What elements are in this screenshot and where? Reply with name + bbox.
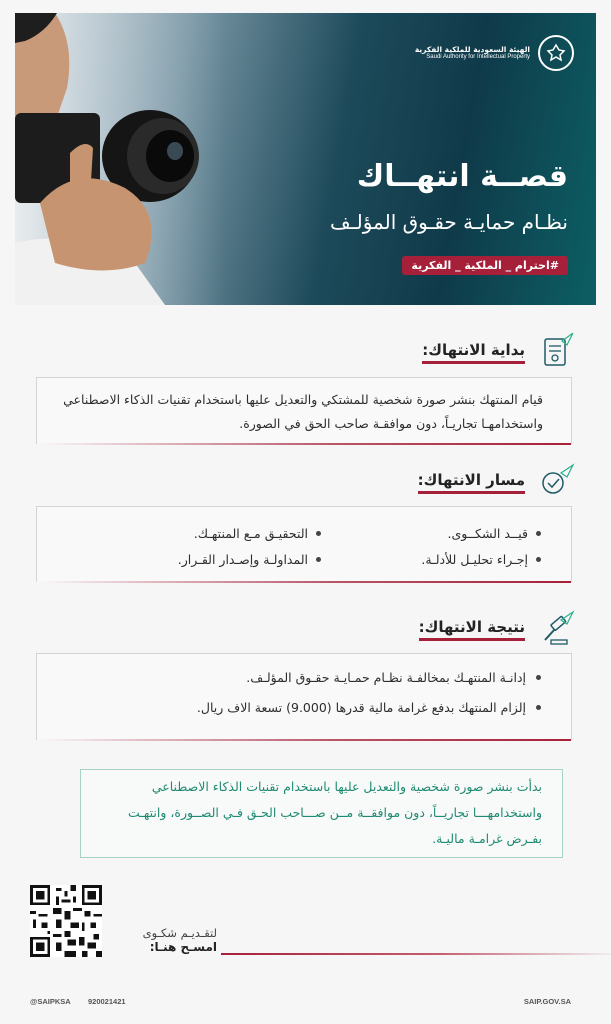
path-item-1: قيــد الشكــوى. [447, 526, 528, 541]
saip-logo [415, 35, 574, 71]
page-title: قصــة انتهــاك [356, 159, 568, 194]
document-stamp-icon [537, 333, 575, 371]
list-item [194, 526, 321, 541]
bullet-icon [316, 531, 321, 536]
section-start-heading [422, 333, 575, 371]
list-item [421, 552, 541, 567]
logo-english-text: Saudi Authority for Intellectual Property [426, 53, 530, 60]
path-item-4: المداولـة وإصـدار القـرار. [177, 552, 308, 567]
hero-banner [15, 13, 596, 305]
section-start-title: بداية الانتهاك: [422, 341, 525, 364]
section-result-box [36, 653, 572, 740]
scan-line-1: لتقـديـم شكـوى [142, 926, 217, 940]
scan-to-complain [117, 926, 217, 954]
hashtag-badge: #احترام _ الملكية _ الفكرية [402, 256, 568, 275]
result-item-1: إدانـة المنتهـك بمخالفـة نظـام حمـايـة حقـوق المؤلـف. [246, 670, 526, 685]
qr-code[interactable] [30, 885, 102, 957]
list-item [178, 552, 321, 567]
result-item-2: إلزام المنتهك بدفع غرامة مالية قدرها (9.000) تسعة الاف ريال. [196, 700, 526, 715]
summary-box [80, 769, 563, 858]
phone-number[interactable]: 920021421 [88, 997, 126, 1006]
gavel-icon [537, 610, 575, 648]
section-start-box [36, 377, 572, 444]
list-item [57, 670, 541, 685]
scan-line-2: امسـح هنـا: [149, 940, 217, 954]
path-item-3: إجـراء تحليـل للأدلـة. [421, 552, 528, 567]
photographer-image [15, 13, 225, 305]
list-item [448, 526, 541, 541]
section-path-heading [418, 463, 575, 501]
path-item-2: التحقيـق مـع المنتهـك. [193, 526, 308, 541]
section-start-text: قيام المنتهك بنشر صورة شخصية للمشتكي والتعديل عليها باستخدام تقنيات الذكاء الاصطناعي واستخدامهـا تجاريـاً، دون موافقـة صاحب الحق في الصورة. [63, 392, 543, 431]
divider [221, 953, 611, 955]
section-result-heading [419, 610, 575, 648]
bullet-icon [536, 675, 541, 680]
summary-text: بدأت بنشر صورة شخصية والتعديل عليها باستخدام تقنيات الذكاء الاصطناعي واستخدامهـــا تجاريــاً، دون موافقــة مــن صـــاحب الحـق فـي الصــورة، وانتهـت بفـرض غرامـة ماليـة. [127, 779, 542, 846]
section-path-title: مسار الانتهاك: [418, 471, 525, 494]
check-circle-icon [537, 463, 575, 501]
bullet-icon [536, 705, 541, 710]
bullet-icon [536, 531, 541, 536]
bullet-icon [536, 557, 541, 562]
section-path-box [36, 506, 572, 582]
saip-emblem-icon [538, 35, 574, 71]
logo-arabic-text: الهيئة السعودية للملكية الفكرية [414, 44, 530, 54]
section-result-title: نتيجة الانتهاك: [419, 618, 525, 641]
list-item [57, 700, 541, 715]
social-handle[interactable]: @SAIPKSA [30, 997, 71, 1006]
bullet-icon [316, 557, 321, 562]
page-subtitle: نظـام حمايـة حقـوق المؤلـف [330, 210, 568, 234]
website-link[interactable]: SAIP.GOV.SA [523, 997, 571, 1006]
